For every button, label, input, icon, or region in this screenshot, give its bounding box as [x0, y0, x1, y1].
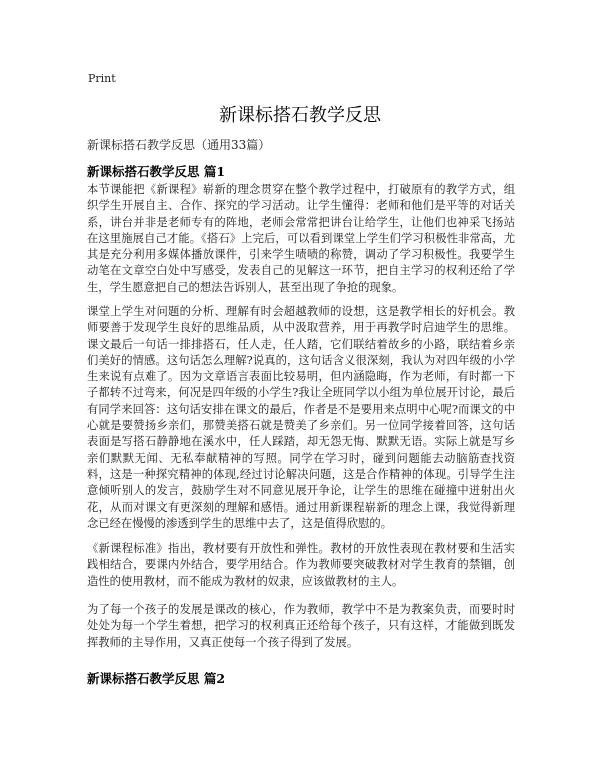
paragraph-1: 本节课能把《新课程》崭新的理念贯穿在整个教学过程中，打破原有的教学方式，组织学生开展自主、合作、探究的学习活动。让学生懂得：老师和他们是平等的对话关系，讲台并非是老师专有的阵地，老师会常常把讲台让给学生，让他们也神采飞扬站在这里施展自己才能。《搭石》上完后，可以看到课堂上学生们学习积极性非常高，尤其是充分利用多媒体播放课件，引来学生啧啧的称赞，调动了学习积极性。我要学生动笔在文章空白处中写感受，发表自己的见解这一环节，把自主学习的权利还给了学生，学生愿意把自己的想法告诉别人，甚至出现了争抢的现象。: [87, 183, 515, 294]
section-heading-1: 新课标搭石教学反思 篇1: [87, 164, 226, 179]
document-subtitle: 新课标搭石教学反思（通用33篇）: [87, 138, 271, 152]
paragraph-4: 为了每一个孩子的发展是课改的核心，作为教师，教学中不是为教案负责，而要时时处处为每一个学生着想，把学习的权利真正还给每个孩子，只有这样，才能做到既发挥教师的主导作用，又真正使每一个孩子得到了发展。: [87, 603, 515, 649]
paragraph-3: 《新课程标准》指出，教材要有开放性和弹性。教材的开放性表现在教材要和生活实践相结合，要课内外结合，要学用结合。作为教师要突破教材对学生教育的禁锢，创造性的使用教材，而不能成为教材的奴隶，应该做教材的主人。: [87, 542, 515, 588]
page-title: 新课标搭石教学反思: [219, 105, 381, 126]
print-label: Print: [88, 72, 116, 85]
section-heading-2: 新课标搭石教学反思 篇2: [87, 671, 226, 686]
paragraph-2: 课堂上学生对问题的分析、理解有时会超越教师的设想，这是教学相长的好机会。教师要善于发现学生良好的思维品质，从中汲取营养，用于再教学时启迪学生的思维。课文最后一句话一排排搭石，任人走，任人踏，它们联结着故乡的小路，联结着乡亲们美好的情感。这句话怎么理解?说真的，这句话含义很深刻，我认为对四年级的小学生来说有点难了。因为文章语言表面比较易明，但内涵隐晦，作为老师，有时都一下子都转不过弯来，何况是四年级的小学生?我让全班同学以小组为单位展开讨论，最后有同学来回答：这句话安排在课文的最后，作者是不是要用来点明中心呢?而课文的中心就是要赞扬乡亲们，那赞美搭石就是赞美了乡亲们。另一位同学接着回答，这句话表面是写搭石静静地在溪水中，任人踩踏，却无怨无悔、默默无语。实际上就是写乡亲们默默无闻、无私奉献精神的写照。同学在学习时，碰到问题能去动脑筋查找资料，这是一种探究精神的体现,经过讨论解决问题，这是合作精神的体现。引导学生注意倾听别人的发言，鼓励学生对不同意见展开争论，让学生的思维在碰撞中迸射出火花，从而对课文有更深刻的理解和感悟。通过用新课程崭新的理念上课，我觉得新理念已经在慢慢的渗透到学生的思维中去了，这是值得欣慰的。: [87, 305, 515, 530]
